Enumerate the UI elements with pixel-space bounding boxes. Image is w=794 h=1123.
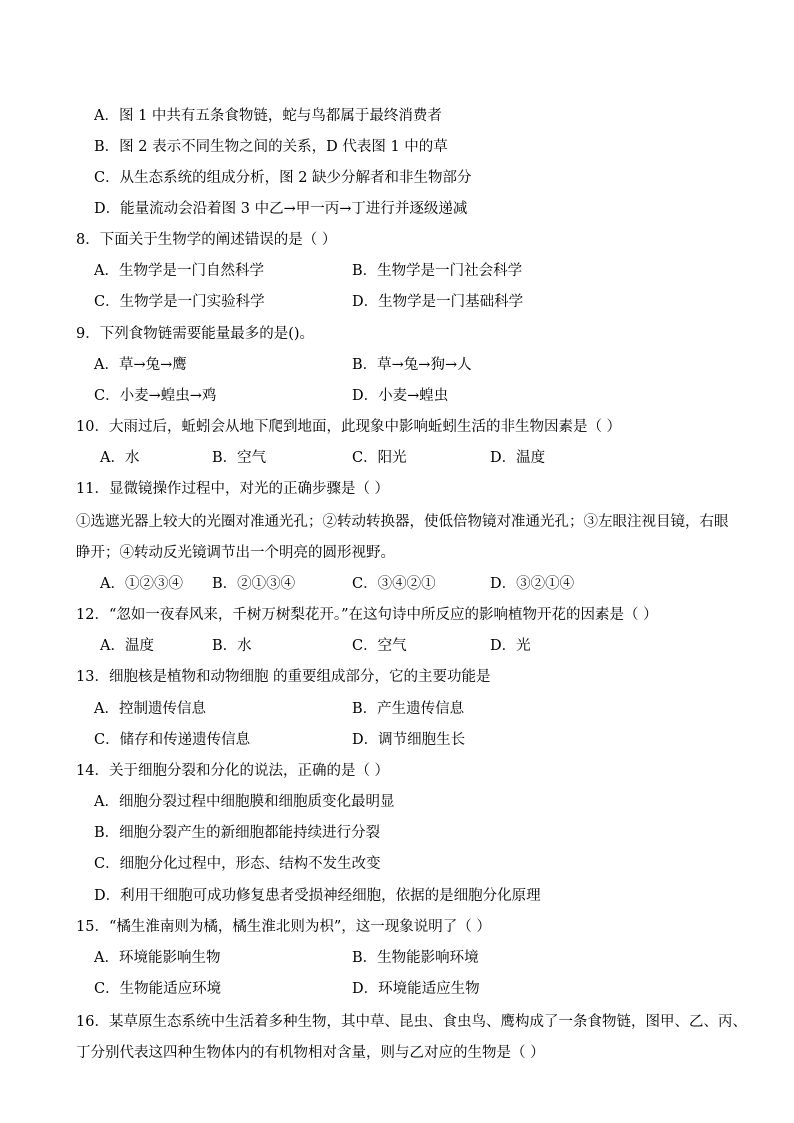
question-10-option-d: D．温度 xyxy=(490,450,546,466)
question-14-option-b: B．细胞分裂产生的新细胞都能持续进行分裂 xyxy=(94,825,381,841)
question-15-option-c: C．生物能适应环境 xyxy=(94,981,222,997)
question-13-option-a: A．控制遗传信息 xyxy=(94,701,206,717)
question-8-option-b: B．生物学是一门社会科学 xyxy=(352,263,523,279)
question-10-option-b: B．空气 xyxy=(212,450,267,466)
question-14-option-c: C．细胞分化过程中，形态、结构不发生改变 xyxy=(94,856,381,872)
prev-question-option-c: C．从生态系统的组成分析，图 2 缺少分解者和非生物部分 xyxy=(94,170,472,186)
question-11-steps-line-2: 睁开；④转动反光镜调节出一个明亮的圆形视野。 xyxy=(76,545,395,561)
question-15-option-b: B．生物能影响环境 xyxy=(352,950,479,966)
question-12-option-a: A．温度 xyxy=(100,638,154,654)
question-13-stem: 13．细胞核是植物和动物细胞 的重要组成部分，它的主要功能是 xyxy=(76,669,491,685)
question-8-option-c: C．生物学是一门实验科学 xyxy=(94,294,265,310)
question-11-option-d: D．③②①④ xyxy=(490,576,575,592)
question-13-option-c: C．储存和传递遗传信息 xyxy=(94,732,251,748)
question-9-option-c: C．小麦→蝗虫→鸡 xyxy=(94,388,217,404)
question-13-option-d: D．调节细胞生长 xyxy=(352,732,466,748)
question-13-option-b: B．产生遗传信息 xyxy=(352,701,465,717)
question-11-stem: 11．显微镜操作过程中，对光的正确步骤是（ ） xyxy=(76,481,390,497)
question-10-option-c: C．阳光 xyxy=(352,450,407,466)
question-14-stem: 14．关于细胞分裂和分化的说法，正确的是（ ） xyxy=(76,763,390,779)
question-12-option-d: D．光 xyxy=(490,638,531,654)
question-14-option-a: A．细胞分裂过程中细胞膜和细胞质变化最明显 xyxy=(94,794,395,810)
question-15-option-a: A．环境能影响生物 xyxy=(94,950,221,966)
question-12-stem: 12．“忽如一夜春风来，千树万树梨花开。”在这句诗中所反应的影响植物开花的因素是（ ） xyxy=(76,607,658,623)
question-9-option-b: B．草→兔→狗→人 xyxy=(352,357,472,373)
question-15-stem: 15．“橘生淮南则为橘，橘生淮北则为枳”，这一现象说明了（ ） xyxy=(76,919,491,935)
question-10-option-a: A．水 xyxy=(100,450,140,466)
question-16-stem-line-1: 16．某草原生态系统中生活着多种生物，其中草、昆虫、食虫鸟、鹰构成了一条食物链，图甲、乙、丙、 xyxy=(76,1014,747,1030)
question-9-stem: 9．下列食物链需要能量最多的是()。 xyxy=(76,326,315,342)
question-11-option-a: A．①②③④ xyxy=(100,576,183,592)
question-11-option-b: B．②①③④ xyxy=(212,576,296,592)
question-8-stem: 8．下面关于生物学的阐述错误的是（ ） xyxy=(76,232,337,248)
question-14-option-d: D．利用干细胞可成功修复患者受损神经细胞，依据的是细胞分化原理 xyxy=(94,888,541,904)
question-9-option-d: D．小麦→蝗虫 xyxy=(352,388,449,404)
question-16-stem-line-2: 丁分别代表这四种生物体内的有机物相对含量，则与乙对应的生物是（ ） xyxy=(76,1045,545,1061)
question-8-option-d: D．生物学是一门基础科学 xyxy=(352,294,524,310)
question-9-option-a: A．草→兔→鹰 xyxy=(94,357,187,373)
question-8-option-a: A．生物学是一门自然科学 xyxy=(94,263,264,279)
prev-question-option-b: B．图 2 表示不同生物之间的关系，D 代表图 1 中的草 xyxy=(94,139,448,155)
question-10-stem: 10．大雨过后，蚯蚓会从地下爬到地面，此现象中影响蚯蚓生活的非生物因素是（ ） xyxy=(76,419,622,435)
question-12-option-c: C．空气 xyxy=(352,638,407,654)
prev-question-option-d: D．能量流动会沿着图 3 中乙→甲一丙→丁进行并逐级递减 xyxy=(94,201,468,217)
prev-question-option-a: A．图 1 中共有五条食物链，蛇与鸟都属于最终消费者 xyxy=(94,108,442,124)
question-11-option-c: C．③④②① xyxy=(352,576,436,592)
question-11-steps-line-1: ①选遮光器上较大的光圈对准通光孔；②转动转换器，使低倍物镜对准通光孔；③左眼注视目镜，右眼 xyxy=(76,514,729,530)
question-12-option-b: B．水 xyxy=(212,638,252,654)
question-15-option-d: D．环境能适应生物 xyxy=(352,981,480,997)
